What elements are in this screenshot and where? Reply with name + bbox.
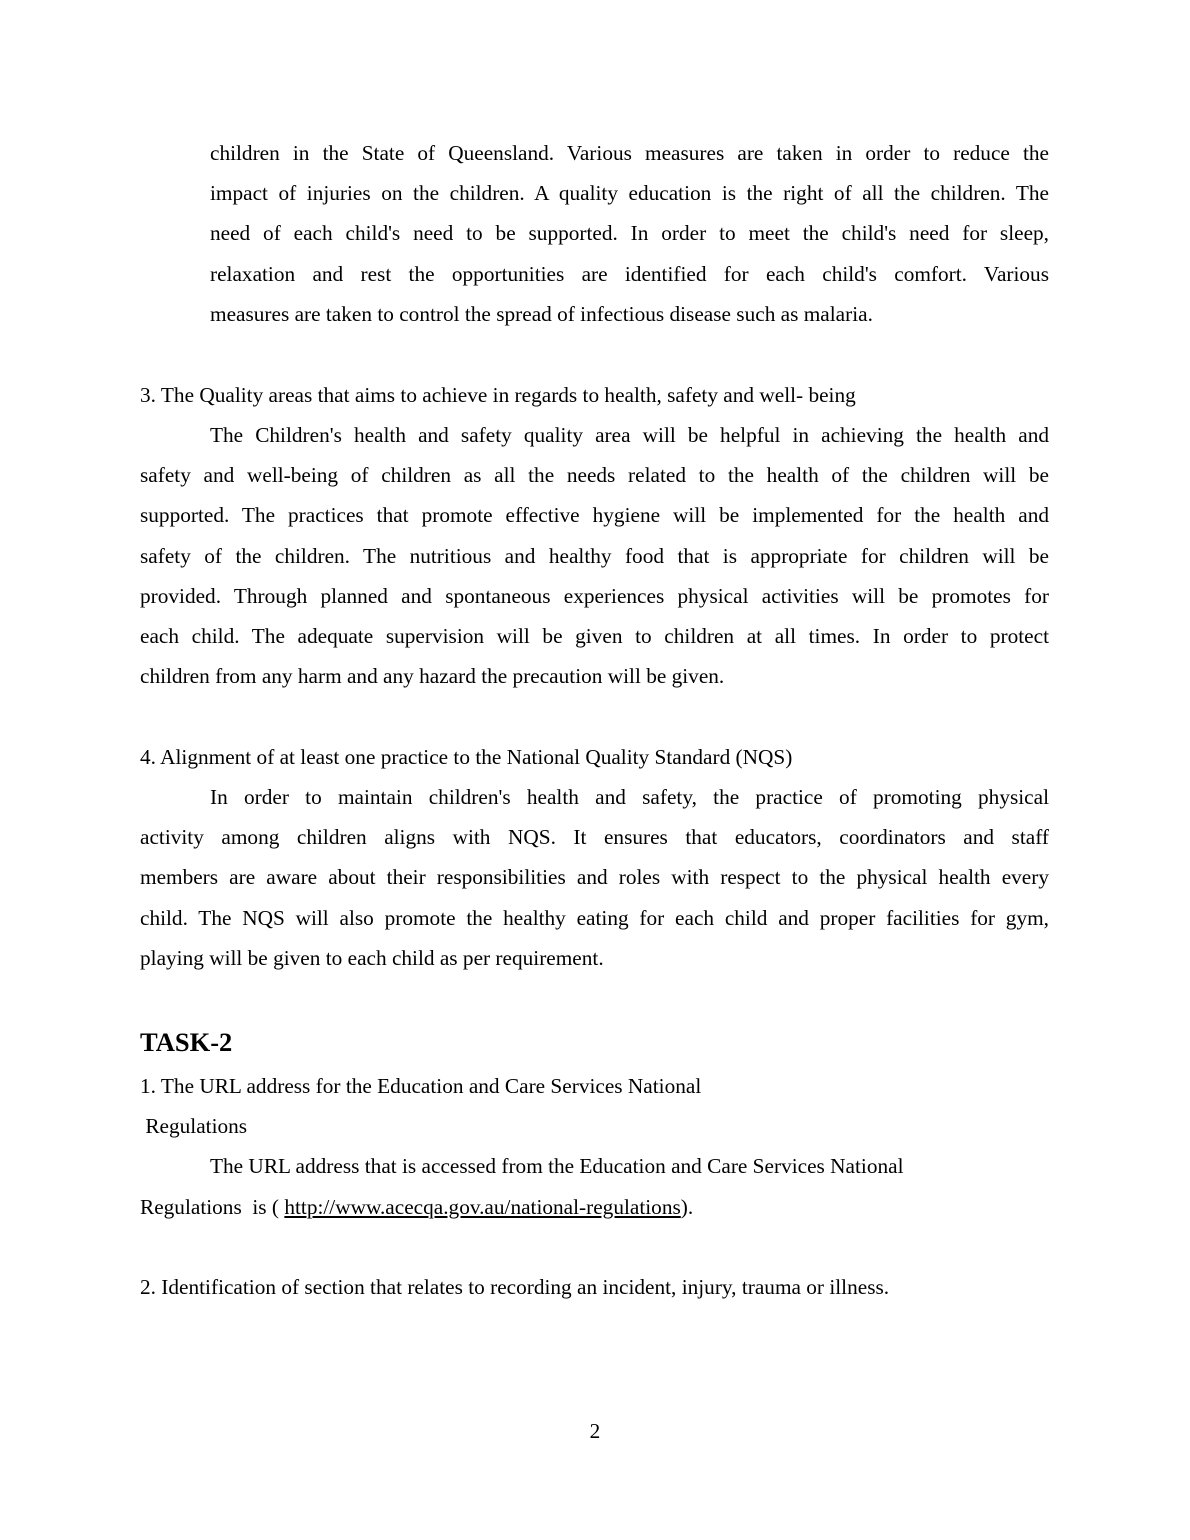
text-line: measures are taken to control the spread of infectious disease such as malaria. <box>210 301 873 326</box>
text-line: In order to maintain children's health and safety, the practice of promoting physical <box>210 785 1049 809</box>
task-2-item-2-heading: 2. Identification of section that relates to recording an incident, injury, trauma or illness. <box>140 1275 890 1299</box>
text-line: children in the State of Queensland. Various measures are taken in order to reduce the <box>210 141 1049 165</box>
task-2-item-1-heading-line-2: Regulations <box>140 1114 248 1138</box>
text-line: children from any harm and any hazard the precaution will be given. <box>140 664 725 689</box>
text-line: each child. The adequate supervision will be given to children at all times. In order to protect <box>140 623 1049 648</box>
task-2-item-1-body-line-1: The URL address that is accessed from the Education and Care Services National <box>210 1154 904 1178</box>
text-line: relaxation and rest the opportunities are identified for each child's comfort. Various <box>210 261 1049 286</box>
section-3-heading: 3. The Quality areas that aims to achieve in regards to health, safety and well- being <box>140 383 856 407</box>
text-line: child. The NQS will also promote the healthy eating for each child and proper facilities for gym, <box>140 905 1049 930</box>
page-number: 2 <box>589 1419 601 1443</box>
text-line: safety and well-being of children as all the needs related to the health of the children will be <box>140 463 1049 488</box>
text-line: impact of injuries on the children. A quality education is the right of all the children. The <box>210 181 1049 206</box>
task-2-item-1-body-line-2 <box>140 1187 1049 1227</box>
section-4-paragraph <box>140 777 1049 978</box>
section-4-heading: 4. Alignment of at least one practice to the National Quality Standard (NQS) <box>140 745 793 769</box>
text-line: playing will be given to each child as per requirement. <box>140 945 604 970</box>
text-line: need of each child's need to be supported. In order to meet the child's need for sleep, <box>210 221 1049 246</box>
text-line: The Children's health and safety quality area will be helpful in achieving the health and <box>210 423 1049 447</box>
text-line: safety of the children. The nutritious and healthy food that is appropriate for children will be <box>140 543 1049 568</box>
text-line: activity among children aligns with NQS. It ensures that educators, coordinators and staff <box>140 825 1049 850</box>
text-line: members are aware about their responsibilities and roles with respect to the physical health every <box>140 865 1049 890</box>
intro-paragraph <box>210 133 1049 334</box>
text-line: provided. Through planned and spontaneous experiences physical activities will be promotes for <box>140 583 1049 608</box>
url-prefix-text: Regulations is ( <box>140 1195 285 1219</box>
task-2-heading: TASK-2 <box>140 1027 233 1057</box>
national-regulations-link[interactable]: http://www.acecqa.gov.au/national-regulations <box>284 1195 681 1219</box>
url-suffix-text: ). <box>680 1195 694 1219</box>
text-line: supported. The practices that promote effective hygiene will be implemented for the health and <box>140 503 1049 528</box>
task-2-item-1-heading-line-1: 1. The URL address for the Education and Care Services National <box>140 1074 702 1098</box>
section-3-paragraph <box>140 415 1049 696</box>
